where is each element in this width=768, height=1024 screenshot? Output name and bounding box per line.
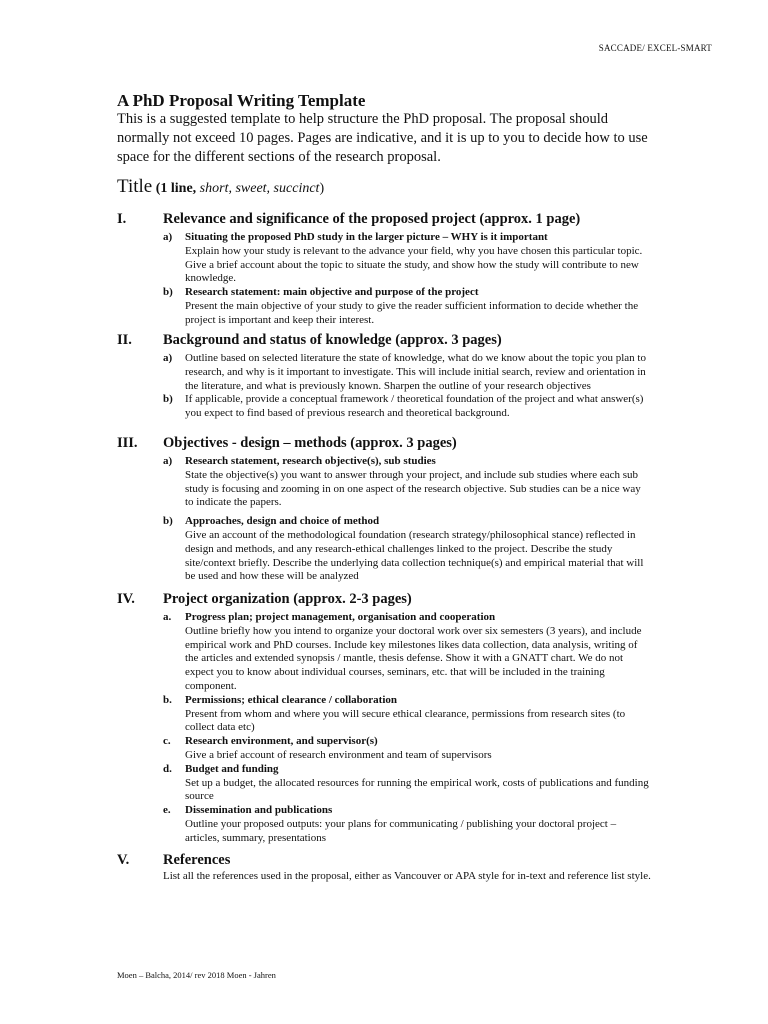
- item-text: Set up a budget, the allocated resources for running the empirical work, costs of publications and funding source: [185, 776, 649, 803]
- item-title: Dissemination and publications: [185, 804, 333, 817]
- list-item: [163, 352, 652, 393]
- item-title: Approaches, design and choice of method: [185, 515, 380, 528]
- list-item: [163, 286, 652, 327]
- title-word: Title: [117, 176, 153, 197]
- item-label: a.: [163, 611, 172, 623]
- section-heading-text: References: [163, 852, 231, 868]
- item-title: Budget and funding: [185, 762, 279, 775]
- section-1: [117, 210, 652, 328]
- section-2: [117, 331, 652, 421]
- section-heading: [117, 331, 652, 349]
- section-items: [163, 611, 652, 846]
- list-item: [163, 694, 652, 735]
- item-label: d.: [163, 762, 172, 775]
- section-heading-text: Project organization (approx. 2-3 pages): [163, 591, 412, 607]
- list-item: [163, 763, 652, 804]
- section-heading-text: Objectives - design – methods (approx. 3 pages): [163, 435, 457, 451]
- item-body: [185, 735, 652, 763]
- item-label: b): [163, 393, 173, 406]
- section-5: [117, 851, 652, 886]
- item-text: Explain how your study is relevant to the advance your field, why you have chosen this particular topic. Give a brief account about the topic to situate the study, and show how the study will contribute to new knowledge.: [185, 244, 643, 285]
- item-label: b): [163, 286, 173, 299]
- item-body: [185, 694, 652, 735]
- section-description: List all the references used in the proposal, either as Vancouver or APA style for in-text and reference list style.: [163, 870, 651, 882]
- section-number: V.: [117, 852, 130, 868]
- list-item: [163, 611, 652, 694]
- item-title: Situating the proposed PhD study in the larger picture – WHY is it important: [185, 231, 548, 243]
- section-items: [163, 352, 652, 421]
- item-body: [185, 231, 652, 286]
- section-heading: [117, 434, 652, 452]
- item-label: a): [163, 352, 173, 364]
- item-label: e.: [163, 804, 171, 817]
- item-title: Research statement: main objective and purpose of the project: [185, 286, 479, 299]
- section-heading-text: Relevance and significance of the proposed project (approx. 1 page): [163, 211, 581, 227]
- item-text: Outline briefly how you intend to organize your doctoral work over six semesters (3 years), and include empirical work and PhD courses. Include key milestones likes data collection, data analysis, writing of the articles and extended synopsis / mantle, thesis defense. Show it with a GNATT chart. We do not expect you to know about individual courses, seminars, etc. that will be included in the training component.: [185, 624, 642, 692]
- section-heading-text: Background and status of knowledge (approx. 3 pages): [163, 332, 502, 348]
- item-body: [185, 763, 652, 804]
- item-title: Research environment, and supervisor(s): [185, 735, 378, 748]
- item-body: [185, 611, 652, 694]
- item-body: [185, 455, 652, 510]
- section-number: I.: [117, 211, 127, 227]
- footer-text: Moen – Balcha, 2014/ rev 2018 Moen - Jahren: [117, 970, 276, 980]
- title-hint-end: ): [319, 181, 325, 196]
- item-text: Give an account of the methodological foundation (research strategy/philosophical stance) reflected in design and methods, and any research-ethical challenges linked to the project. Describe the study site/context briefly. Describe the underlying data collection technique(s) and empirical material that will be used and how these will be analyzed: [185, 528, 644, 583]
- item-body: [185, 393, 652, 421]
- item-body: [185, 286, 652, 327]
- list-item: [163, 804, 652, 845]
- item-label: c.: [163, 735, 171, 748]
- list-item: [163, 735, 652, 763]
- section-number: IV.: [117, 591, 135, 607]
- list-item: [163, 231, 652, 286]
- intro-paragraph: This is a suggested template to help structure the PhD proposal. The proposal should normally not exceed 10 pages. Pages are indicative, and it is up to you to decide how to use space for the different sections of the research proposal.: [117, 111, 648, 165]
- list-item: [163, 455, 652, 510]
- item-body: [185, 804, 652, 845]
- section-number: III.: [117, 435, 138, 451]
- item-text: State the objective(s) you want to answer through your project, and include sub studies where each sub study is focusing and zooming in on one aspect of the research objective. Sub studies can be a nice way to indicate the papers.: [185, 468, 641, 509]
- title-instruction: [117, 176, 324, 198]
- item-label: b.: [163, 693, 172, 706]
- item-text: Outline based on selected literature the state of knowledge, what do we know about the topic you plan to research, and why is it important to investigate. This will include initial search, review and orientation in the literature, and what is previously known. Sharpen the outline of your research objectives: [185, 352, 646, 392]
- item-title: Permissions; ethical clearance / collaboration: [185, 693, 398, 706]
- title-hint-italic: short, sweet, succinct: [199, 181, 320, 196]
- section-3: [117, 434, 652, 584]
- section-number: II.: [117, 332, 132, 348]
- section-items: [163, 231, 652, 328]
- item-text: Outline your proposed outputs: your plans for communicating / publishing your doctoral project – articles, summary, presentations: [185, 817, 617, 844]
- item-label: a): [163, 455, 173, 467]
- section-heading: [117, 851, 652, 869]
- item-text: Present from whom and where you will secure ethical clearance, permissions from research sites (to collect data etc): [185, 707, 626, 734]
- header-tag: SACCADE/ EXCEL-SMART: [598, 43, 712, 53]
- title-hint-bold: (1 line,: [155, 181, 200, 196]
- item-title: Progress plan; project management, organisation and cooperation: [185, 611, 496, 623]
- item-text: Give a brief account of research environment and team of supervisors: [185, 748, 492, 761]
- item-title: Research statement, research objective(s), sub studies: [185, 455, 436, 467]
- document-title: A PhD Proposal Writing Template: [117, 91, 366, 110]
- section-heading: [117, 590, 652, 608]
- item-text: If applicable, provide a conceptual framework / theoretical foundation of the project and what answer(s) you expect to find based of previous research and theoretical background.: [185, 393, 644, 420]
- item-body: [185, 352, 652, 393]
- list-item: [163, 393, 652, 421]
- list-item: [163, 515, 652, 584]
- item-label: a): [163, 231, 173, 243]
- item-label: b): [163, 515, 173, 528]
- section-items: [163, 455, 652, 584]
- item-text: Present the main objective of your study to give the reader sufficient information to decide whether the project is important and keep their interest.: [185, 299, 639, 326]
- section-heading: [117, 210, 652, 228]
- section-4: [117, 590, 652, 846]
- item-body: [185, 515, 652, 584]
